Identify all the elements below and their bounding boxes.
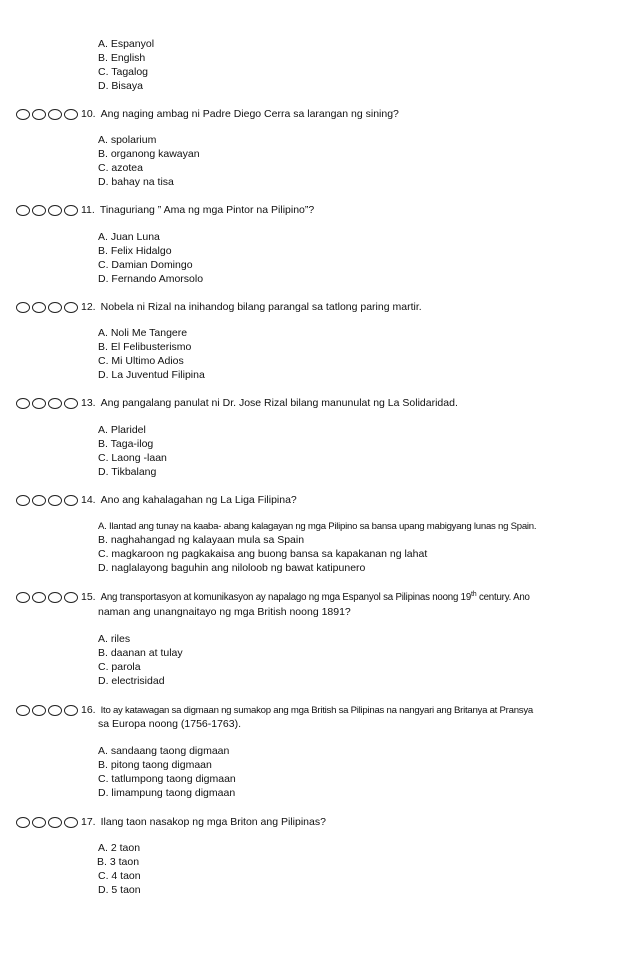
question-14 bbox=[16, 494, 297, 507]
q13-choice-a: A. Plaridel bbox=[98, 424, 146, 436]
answer-bubble-c[interactable] bbox=[48, 495, 62, 506]
answer-bubble-b[interactable] bbox=[32, 109, 46, 120]
answer-bubble-c[interactable] bbox=[48, 302, 62, 313]
q17-choice-d: D. 5 taon bbox=[98, 884, 141, 896]
q16-text-line2: sa Europa noong (1756-1763). bbox=[98, 718, 242, 730]
question-number: 14. bbox=[81, 494, 96, 506]
answer-bubble-b[interactable] bbox=[32, 817, 46, 828]
q15-choice-c: C. parola bbox=[98, 661, 141, 673]
answer-bubble-a[interactable] bbox=[16, 817, 30, 828]
question-text bbox=[101, 591, 530, 604]
q16-choice-a: A. sandaang taong digmaan bbox=[98, 745, 230, 757]
question-text: Ang pangalang panulat ni Dr. Jose Rizal bilang manunulat ng La Solidaridad. bbox=[100, 397, 458, 409]
question-10 bbox=[16, 108, 399, 121]
answer-bubbles bbox=[16, 109, 78, 120]
answer-bubble-c[interactable] bbox=[48, 398, 62, 409]
answer-bubble-d[interactable] bbox=[64, 205, 78, 216]
answer-bubble-c[interactable] bbox=[48, 817, 62, 828]
question-text: Nobela ni Rizal na inihandog bilang parangal sa tatlong paring martir. bbox=[100, 301, 422, 313]
question-12 bbox=[16, 301, 422, 314]
answer-bubble-d[interactable] bbox=[64, 109, 78, 120]
answer-bubble-b[interactable] bbox=[32, 592, 46, 603]
q14-choice-d: D. naglalayong baguhin ang niloloob ng bawat katipunero bbox=[98, 562, 366, 574]
answer-bubbles bbox=[16, 495, 78, 506]
q15-choice-a: A. riles bbox=[98, 633, 131, 645]
question-number: 17. bbox=[81, 816, 96, 828]
answer-bubble-b[interactable] bbox=[32, 495, 46, 506]
answer-bubble-d[interactable] bbox=[64, 302, 78, 313]
answer-bubble-b[interactable] bbox=[32, 705, 46, 716]
question-text-part: Ang transportasyon at komunikasyon ay napalago ng mga Espanyol sa Pilipinas noong 19 bbox=[100, 592, 472, 603]
q10-choice-b: B. organong kawayan bbox=[98, 148, 200, 160]
q13-choice-b: B. Taga-ilog bbox=[98, 438, 154, 450]
answer-bubble-a[interactable] bbox=[16, 398, 30, 409]
answer-bubbles bbox=[16, 205, 78, 216]
question-text: Ang naging ambag ni Padre Diego Cerra sa larangan ng sining? bbox=[100, 108, 399, 120]
q17-choice-b: B. 3 taon bbox=[97, 856, 140, 868]
q16-choice-d: D. limampung taong digmaan bbox=[98, 787, 236, 799]
answer-bubbles bbox=[16, 817, 78, 828]
answer-bubble-a[interactable] bbox=[16, 495, 30, 506]
question-text: Ilang taon nasakop ng mga Briton ang Pilipinas? bbox=[100, 816, 326, 828]
answer-bubble-d[interactable] bbox=[64, 398, 78, 409]
question-text: Ito ay katawagan sa digmaan ng sumakop ang mga British sa Pilipinas na nangyari ang Britanya at Pransya bbox=[100, 705, 533, 716]
answer-bubbles bbox=[16, 592, 78, 603]
question-number: 15. bbox=[81, 591, 96, 603]
q16-choice-b: B. pitong taong digmaan bbox=[98, 759, 212, 771]
q15-choice-b: B. daanan at tulay bbox=[98, 647, 183, 659]
answer-bubbles bbox=[16, 398, 78, 409]
superscript-th: th bbox=[471, 590, 477, 598]
q17-choice-a: A. 2 taon bbox=[98, 842, 141, 854]
question-11 bbox=[16, 204, 314, 217]
q17-choice-c: C. 4 taon bbox=[98, 870, 141, 882]
q9-choice-b: B. English bbox=[98, 52, 146, 64]
q9-choice-d: D. Bisaya bbox=[98, 80, 143, 92]
q12-choice-c: C. Mi Ultimo Adios bbox=[98, 355, 184, 367]
q11-choice-a: A. Juan Luna bbox=[98, 231, 160, 243]
answer-bubble-c[interactable] bbox=[48, 205, 62, 216]
question-13 bbox=[16, 397, 458, 410]
answer-bubble-a[interactable] bbox=[16, 705, 30, 716]
question-number: 13. bbox=[81, 397, 96, 409]
q12-choice-a: A. Noli Me Tangere bbox=[98, 327, 188, 339]
answer-bubble-d[interactable] bbox=[64, 705, 78, 716]
q12-choice-b: B. El Felibusterismo bbox=[98, 341, 192, 353]
answer-bubble-a[interactable] bbox=[16, 205, 30, 216]
question-number: 12. bbox=[81, 301, 96, 313]
question-number: 16. bbox=[81, 704, 96, 716]
question-15 bbox=[16, 591, 530, 604]
answer-bubble-c[interactable] bbox=[48, 592, 62, 603]
q15-choice-d: D. electrisidad bbox=[98, 675, 165, 687]
q10-choice-d: D. bahay na tisa bbox=[98, 176, 174, 188]
q16-choice-c: C. tatlumpong taong digmaan bbox=[98, 773, 236, 785]
q15-text-line2: naman ang unangnaitayo ng mga British noong 1891? bbox=[98, 606, 351, 618]
answer-bubble-a[interactable] bbox=[16, 302, 30, 313]
answer-bubble-a[interactable] bbox=[16, 109, 30, 120]
answer-bubble-d[interactable] bbox=[64, 495, 78, 506]
q13-choice-c: C. Laong -laan bbox=[98, 452, 167, 464]
q14-choice-a: A. Ilantad ang tunay na kaaba- abang kalagayan ng mga Pilipino sa bansa upang mabigyang lunas ng Spain. bbox=[98, 521, 537, 532]
answer-bubble-b[interactable] bbox=[32, 302, 46, 313]
q14-choice-b: B. naghahangad ng kalayaan mula sa Spain bbox=[98, 534, 305, 546]
answer-bubble-c[interactable] bbox=[48, 705, 62, 716]
q11-choice-c: C. Damian Domingo bbox=[98, 259, 193, 271]
answer-bubble-c[interactable] bbox=[48, 109, 62, 120]
q9-choice-a: A. Espanyol bbox=[98, 38, 155, 50]
q10-choice-c: C. azotea bbox=[98, 162, 143, 174]
answer-bubble-d[interactable] bbox=[64, 817, 78, 828]
q9-choice-c: C. Tagalog bbox=[98, 66, 149, 78]
answer-bubbles bbox=[16, 705, 78, 716]
answer-bubble-b[interactable] bbox=[32, 205, 46, 216]
q10-choice-a: A. spolarium bbox=[98, 134, 157, 146]
question-text: Ano ang kahalagahan ng La Liga Filipina? bbox=[100, 494, 297, 506]
answer-bubbles bbox=[16, 302, 78, 313]
question-number: 10. bbox=[81, 108, 96, 120]
question-text: Tinaguriang ” Ama ng mga Pintor na Pilipino”? bbox=[99, 204, 315, 216]
question-number: 11. bbox=[81, 204, 95, 216]
question-text-part: century. Ano bbox=[476, 592, 530, 603]
answer-bubble-a[interactable] bbox=[16, 592, 30, 603]
answer-bubble-b[interactable] bbox=[32, 398, 46, 409]
q11-choice-d: D. Fernando Amorsolo bbox=[98, 273, 204, 285]
q14-choice-c: C. magkaroon ng pagkakaisa ang buong bansa sa kapakanan ng lahat bbox=[98, 548, 428, 560]
answer-bubble-d[interactable] bbox=[64, 592, 78, 603]
question-16 bbox=[16, 704, 533, 717]
q13-choice-d: D. Tikbalang bbox=[98, 466, 157, 478]
q12-choice-d: D. La Juventud Filipina bbox=[98, 369, 205, 381]
question-17 bbox=[16, 816, 326, 829]
q11-choice-b: B. Felix Hidalgo bbox=[98, 245, 172, 257]
